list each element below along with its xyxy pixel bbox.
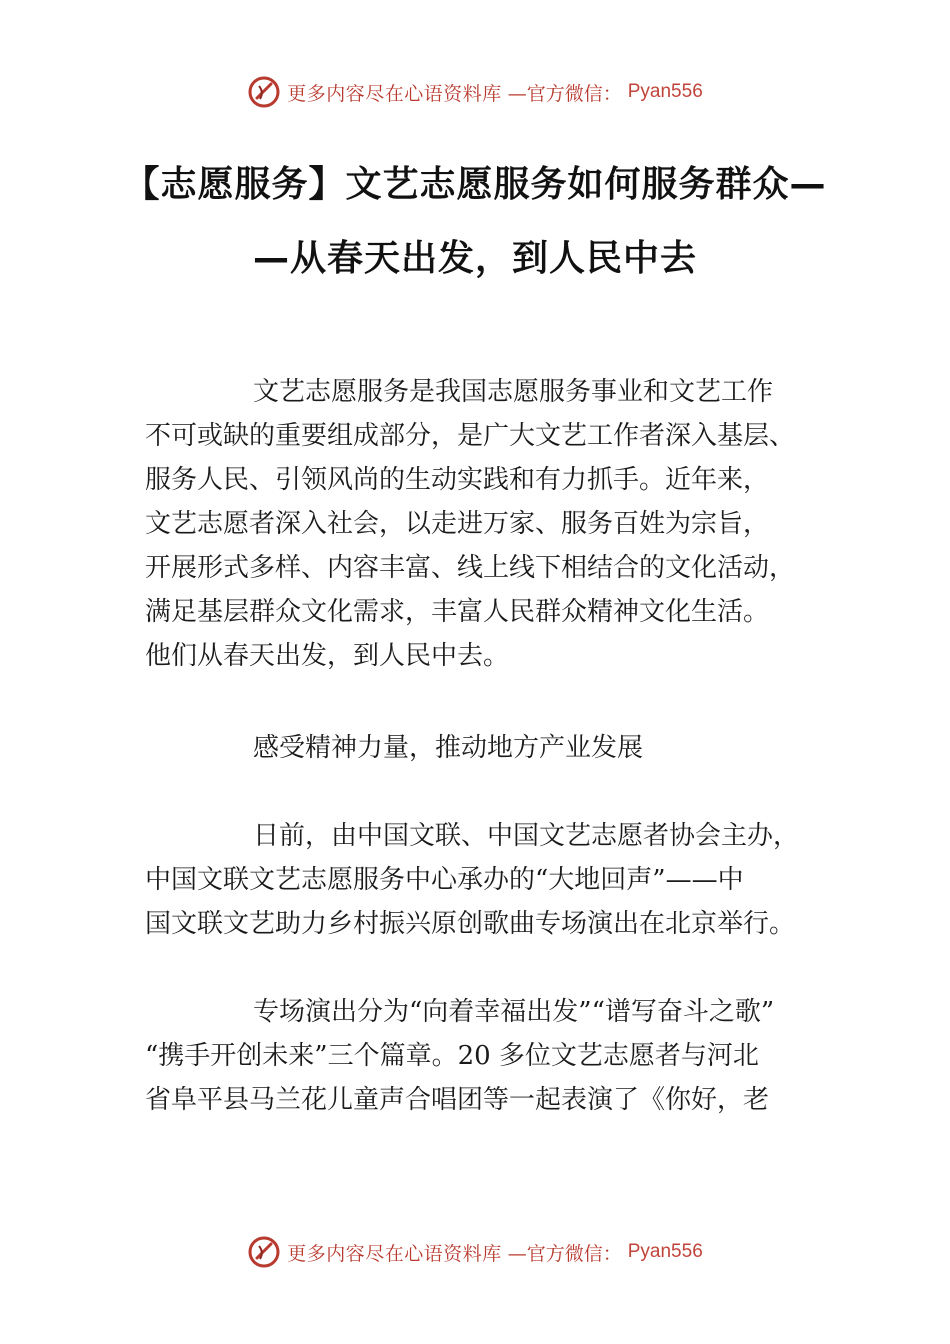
paragraph-line: 日前，由中国文联、中国文艺志愿者协会主办，: [253, 821, 800, 851]
paragraph-intro: [145, 370, 825, 678]
paragraph-line: 开展形式多样、内容丰富、线上线下相结合的文化活动，: [145, 553, 796, 583]
brush-circle-logo-icon: [247, 1235, 281, 1269]
paragraph-line: 满足基层群众文化需求，丰富人民群众精神文化生活。: [145, 597, 770, 627]
paragraph-line: 国文联文艺助力乡村振兴原创歌曲专场演出在北京举行。: [145, 909, 796, 939]
brush-circle-logo-icon: [247, 75, 281, 109]
paragraph-line: 中国文联文艺志愿服务中心承办的“大地回声”——中: [145, 865, 744, 895]
paragraph-line: “携手开创未来”三个篇章。20 多位文艺志愿者与河北: [145, 1041, 759, 1071]
contact-label: —官方微信：: [507, 1242, 622, 1265]
wechat-handle: Pyan556: [627, 1241, 703, 1262]
promo-text: 更多内容尽在心语资料库: [287, 1242, 502, 1265]
paragraph-line: 省阜平县马兰花儿童声合唱团等一起表演了《你好，老: [145, 1085, 770, 1115]
paragraph-line: 服务人民、引领风尚的生动实践和有力抓手。近年来，: [145, 465, 770, 495]
paragraph-line: 专场演出分为“向着幸福出发”“谱写奋斗之歌”: [253, 997, 775, 1027]
contact-label: —官方微信：: [507, 82, 622, 105]
document-title-line-2: —从春天出发，到人民中去: [252, 238, 697, 279]
promo-text: 更多内容尽在心语资料库: [287, 82, 502, 105]
paragraph-line: 文艺志愿服务是我国志愿服务事业和文艺工作: [253, 377, 774, 407]
paragraph-line: 他们从春天出发，到人民中去。: [145, 641, 510, 671]
header-banner: [0, 72, 950, 112]
footer-banner: [0, 1232, 950, 1272]
section-heading-text: 感受精神力量，推动地方产业发展: [253, 733, 644, 763]
section-heading: [145, 726, 825, 770]
paragraph-line: 文艺志愿者深入社会，以走进万家、服务百姓为宗旨，: [145, 509, 770, 539]
document-title-line-1: 【志愿服务】文艺志愿服务如何服务群众—: [123, 164, 827, 205]
wechat-handle: Pyan556: [627, 81, 703, 102]
paragraph-event: [145, 814, 825, 946]
paragraph-program: [145, 990, 825, 1122]
paragraph-line: 不可或缺的重要组成部分，是广大文艺工作者深入基层、: [145, 421, 796, 451]
